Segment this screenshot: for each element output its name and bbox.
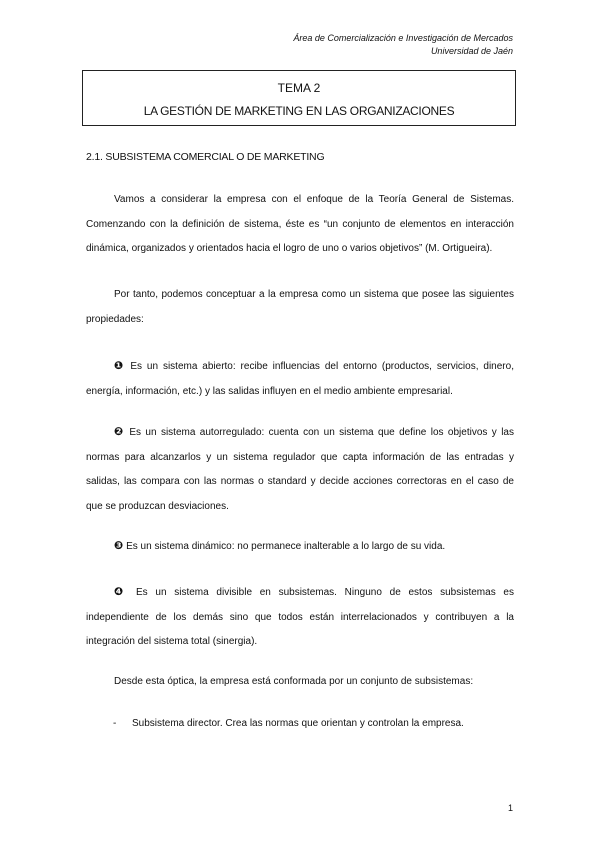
paragraph-subsystems-intro: Desde esta óptica, la empresa está conformada por un conjunto de subsistemas: — [114, 676, 474, 687]
paragraph-divisible — [86, 580, 514, 655]
bullet-1-icon: ❶ — [114, 360, 126, 372]
paragraph-dynamic — [86, 534, 514, 560]
title-topic-number: TEMA 2 — [277, 81, 321, 95]
paragraph-properties-intro: Por tanto, podemos conceptuar a la empresa como un sistema que posee las siguientes propiedades: — [86, 289, 514, 325]
bullet-3-icon: ❸ — [114, 540, 124, 552]
title-box — [82, 70, 516, 126]
bullet-2-icon: ❷ — [114, 426, 125, 438]
paragraph-divisible-text: Es un sistema divisible en subsistemas. Ninguno de estos subsistemas es independiente de los demás sino que todos están interrelacionados y contribuyen a la integración del sistema total (sinergia). — [86, 587, 514, 647]
header-department: Área de Comercialización e Investigación de Mercados — [293, 33, 513, 43]
page-number: 1 — [508, 803, 514, 813]
bullet-4-icon: ❹ — [114, 586, 129, 598]
header-university: Universidad de Jaén — [430, 46, 513, 56]
title-topic-name: LA GESTIÓN DE MARKETING EN LAS ORGANIZACIONES — [143, 104, 455, 118]
paragraph-intro: Vamos a considerar la empresa con el enfoque de la Teoría General de Sistemas. Comenzando con la definición de sistema, éste es “un conjunto de elementos en interacción dinámica, organizados y orientados hacia el logro de uno o varios objetivos” (M. Ortigueira). — [86, 194, 514, 254]
paragraph-open-system-text: Es un sistema abierto: recibe influencias del entorno (productos, servicios, dinero, energía, información, etc.) y las salidas influyen en el medio ambiente empresarial. — [86, 361, 514, 397]
paragraph-self-regulated-text: Es un sistema autorregulado: cuenta con un sistema que define los objetivos y las normas para alcanzarlos y un sistema regulador que capta información de las entradas y salidas, las compara con las normas o standard y decide acciones correctoras en el caso de que se produzcan desviaciones. — [86, 427, 514, 512]
paragraph-open-system — [86, 354, 514, 404]
list-dash: - — [113, 718, 117, 729]
paragraph-dynamic-text: Es un sistema dinámico: no permanece inalterable a lo largo de su vida. — [126, 541, 446, 552]
paragraph-self-regulated — [86, 420, 514, 519]
list-item-director: Subsistema director. Crea las normas que orientan y controlan la empresa. — [132, 718, 464, 729]
section-heading: 2.1. SUBSISTEMA COMERCIAL O DE MARKETING — [86, 151, 325, 163]
